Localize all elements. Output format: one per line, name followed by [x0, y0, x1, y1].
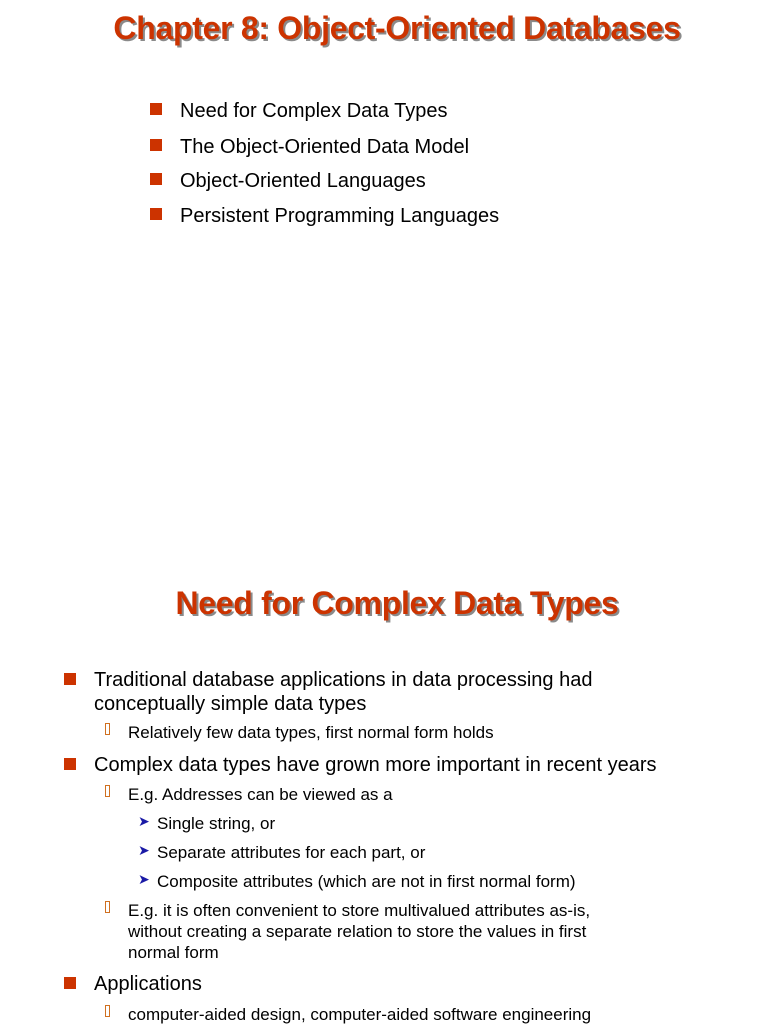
slide1-bullet-3: Object-Oriented Languages: [180, 170, 426, 192]
slide2-title: Need for Complex Data Types: [175, 585, 619, 621]
arrow-bullet-icon: ➤: [138, 843, 150, 859]
square-bullet-icon: [64, 977, 76, 989]
slide2-sub-2: E.g. Addresses can be viewed as a: [128, 785, 393, 804]
slide1-bullet-4: Persistent Programming Languages: [180, 205, 500, 227]
arrow-bullet-icon: ➤: [138, 872, 150, 888]
hollow-bullet-icon: [105, 901, 110, 913]
arrow-bullet-icon: ➤: [138, 814, 150, 830]
hollow-bullet-icon: [105, 1005, 110, 1017]
square-bullet-icon: [150, 208, 162, 220]
slide2-sub-4: computer-aided design, computer-aided software engineering: [128, 1005, 592, 1024]
slide2-bullet-3: Applications: [94, 973, 202, 995]
slide2-sub-2-item-3: Composite attributes (which are not in first normal form): [157, 872, 576, 891]
hollow-bullet-icon: [105, 785, 110, 797]
slide2-sub-3-line3: normal form: [128, 943, 219, 962]
slide2-bullet-1-line2: conceptually simple data types: [94, 693, 367, 715]
slide2-sub-1: Relatively few data types, first normal form holds: [128, 723, 494, 742]
hollow-bullet-icon: [105, 723, 110, 735]
slide1-title: Chapter 8: Object-Oriented Databases: [113, 10, 681, 46]
slide2-bullet-1-line1: Traditional database applications in data processing had: [94, 669, 593, 691]
slide2-bullet-2: Complex data types have grown more important in recent years: [94, 754, 657, 776]
slide2-sub-3-line2: without creating a separate relation to store the values in first: [128, 922, 587, 941]
square-bullet-icon: [150, 173, 162, 185]
slide2-sub-2-item-1: Single string, or: [157, 814, 276, 833]
square-bullet-icon: [150, 139, 162, 151]
slide1-bullet-2: The Object-Oriented Data Model: [180, 136, 470, 158]
slide2-sub-3-line1: E.g. it is often convenient to store multivalued attributes as-is,: [128, 901, 591, 920]
square-bullet-icon: [150, 103, 162, 115]
slide2-sub-2-item-2: Separate attributes for each part, or: [157, 843, 426, 862]
square-bullet-icon: [64, 673, 76, 685]
slide1-bullet-1: Need for Complex Data Types: [180, 100, 448, 122]
square-bullet-icon: [64, 758, 76, 770]
